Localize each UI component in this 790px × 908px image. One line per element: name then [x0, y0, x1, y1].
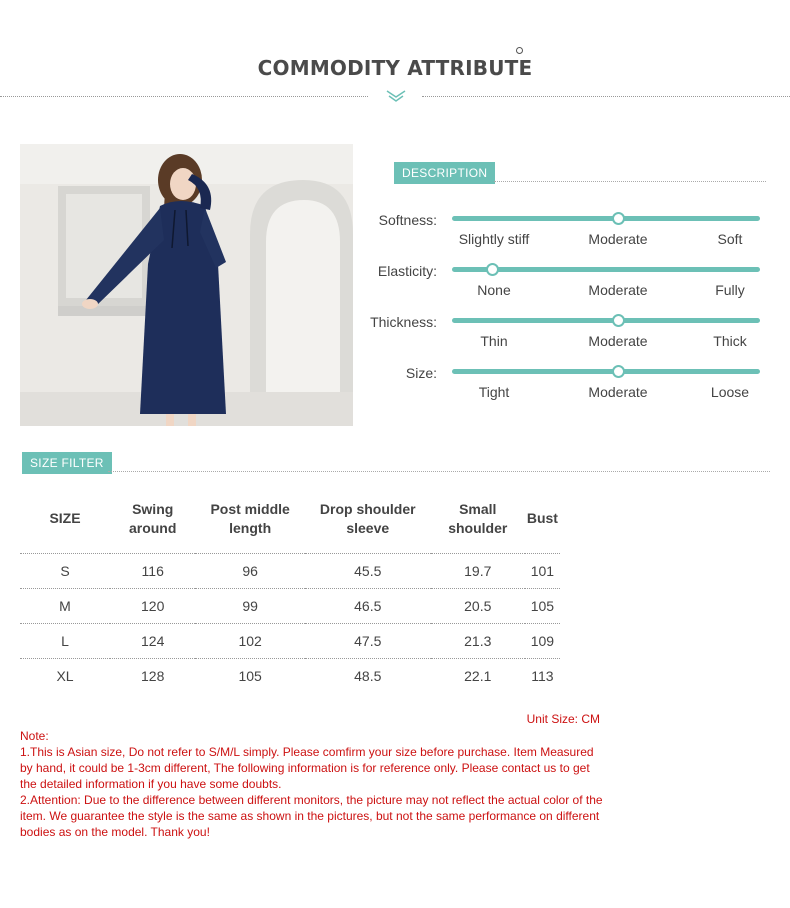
table-cell: 113	[531, 667, 554, 684]
table-row	[20, 623, 560, 658]
description-rule	[494, 181, 766, 182]
column-header: Drop shoulder sleeve	[305, 485, 431, 553]
table-cell: L	[20, 623, 110, 658]
attribute-label: Thickness:	[370, 314, 437, 330]
size-filter-rule	[108, 471, 770, 472]
attribute-row	[0, 212, 790, 256]
table-cell: S	[20, 553, 110, 588]
size-table-header	[20, 485, 560, 553]
column-header: Swing around	[110, 485, 195, 553]
attribute-scale-track	[452, 216, 760, 221]
attribute-label: Size:	[405, 365, 437, 381]
table-cell: 96	[195, 553, 304, 588]
attribute-row	[0, 365, 790, 409]
table-cell: XL	[56, 667, 74, 684]
table-cell: 20.5	[431, 588, 525, 623]
table-cell: 19.7	[431, 553, 525, 588]
attribute-level-marker	[612, 212, 625, 225]
size-table-body	[20, 553, 560, 693]
column-header: SIZE	[20, 485, 110, 553]
column-header: Bust	[525, 485, 560, 553]
attribute-option: Fully	[715, 282, 745, 298]
table-cell: 124	[110, 623, 195, 658]
attribute-option: Moderate	[588, 333, 648, 349]
size-filter-tag: SIZE FILTER	[22, 452, 112, 474]
table-cell: 46.5	[305, 588, 431, 623]
attribute-scale-track	[452, 267, 760, 272]
note-line-1: 1.This is Asian size, Do not refer to S/M/L simply. Please comfirm your size before purchase. Item Measured by hand, it could be 1-3cm different, The following information is for reference only. Please contact us to get the detailed information if you have some doubts.	[20, 745, 594, 791]
attribute-row	[0, 314, 790, 358]
table-cell: 128	[141, 667, 165, 684]
size-table	[20, 485, 560, 693]
note-line-2: 2.Attention: Due to the difference between different monitors, the picture may not reflect the actual color of the item. We guarantee the style is the same as shown in the pictures, but not the same performance on different bodies as on the model. Thank you!	[20, 793, 603, 839]
attribute-option: Moderate	[588, 282, 648, 298]
attribute-scale-track	[452, 318, 760, 323]
table-row	[20, 553, 560, 588]
section-header	[0, 40, 790, 110]
attribute-option: Tight	[478, 384, 510, 400]
column-header: Post middle length	[195, 485, 304, 553]
column-header: Small shoulder	[431, 485, 525, 553]
table-cell: 101	[525, 553, 560, 588]
table-cell: 105	[525, 588, 560, 623]
attribute-level-marker	[612, 365, 625, 378]
table-cell: 45.5	[305, 553, 431, 588]
table-cell: 102	[195, 623, 304, 658]
table-cell: 22.1	[464, 667, 492, 684]
attribute-option: Moderate	[588, 231, 648, 247]
header-rule-left	[0, 96, 368, 97]
page-title: COMMODITY ATTRIBUTE	[257, 56, 533, 80]
chevron-down-icon	[385, 88, 407, 104]
attribute-option: Soft	[717, 231, 743, 247]
table-cell: 109	[525, 623, 560, 658]
attribute-row	[0, 263, 790, 307]
table-cell: 120	[110, 588, 195, 623]
attribute-label: Softness:	[378, 212, 437, 228]
attribute-option: Thick	[713, 333, 747, 349]
notes	[20, 728, 605, 840]
attribute-level-marker	[486, 263, 499, 276]
table-cell: 21.3	[431, 623, 525, 658]
attribute-option: None	[477, 282, 511, 298]
table-cell: 47.5	[305, 623, 431, 658]
attribute-option: Moderate	[588, 384, 648, 400]
table-row	[20, 658, 560, 693]
unit-size-label: Unit Size: CM	[526, 712, 600, 726]
table-cell: 105	[238, 667, 262, 684]
note-heading: Note:	[20, 729, 49, 743]
attribute-option: Thin	[480, 333, 508, 349]
attribute-label: Elasticity:	[377, 263, 437, 279]
attribute-option: Loose	[710, 384, 750, 400]
table-cell: 99	[195, 588, 304, 623]
table-row	[20, 588, 560, 623]
table-cell: 48.5	[354, 667, 382, 684]
header-rule-right	[422, 96, 790, 97]
attribute-option: Slightly stiff	[458, 231, 530, 247]
attribute-scale-track	[452, 369, 760, 374]
description-tag: DESCRIPTION	[394, 162, 495, 184]
table-cell: 116	[110, 553, 195, 588]
title-degree-mark	[516, 47, 523, 54]
attribute-level-marker	[612, 314, 625, 327]
table-cell: M	[20, 588, 110, 623]
